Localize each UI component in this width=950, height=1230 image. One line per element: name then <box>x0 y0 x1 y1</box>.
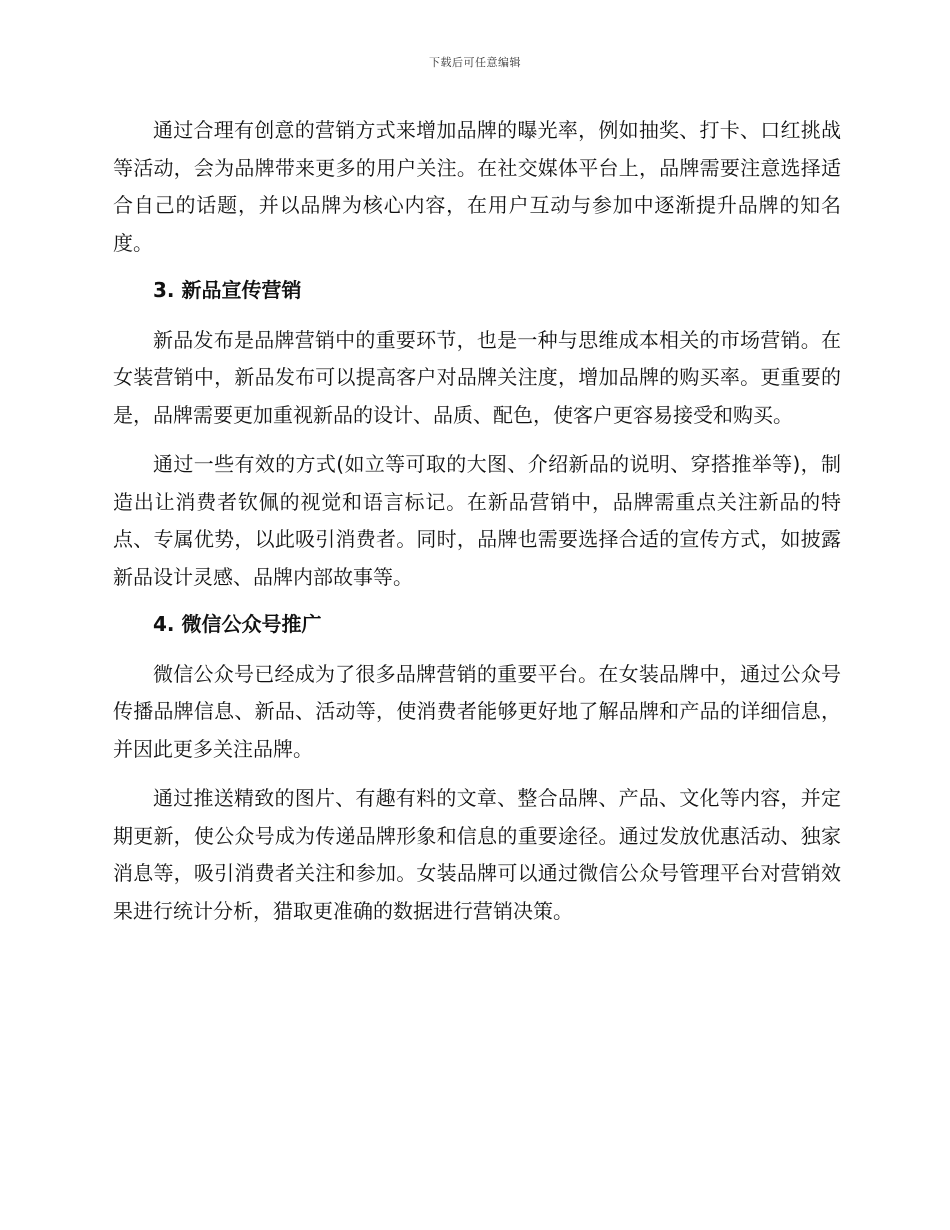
paragraph-3: 通过一些有效的方式(如立等可取的大图、介绍新品的说明、穿搭推举等)，制造出让消费者钦佩的视觉和语言标记。在新品营销中，品牌需重点关注新品的特点、专属优势，以此吸引消费者。同时，品牌也需要选择合适的宣传方式，如披露新品设计灵感、品牌内部故事等。 <box>113 452 841 589</box>
paragraph-4: 微信公众号已经成为了很多品牌营销的重要平台。在女装品牌中，通过公众号传播品牌信息、新品、活动等，使消费者能够更好地了解品牌和产品的详细信息，并因此更多关注品牌。 <box>113 661 841 761</box>
section-heading-4: 4. 微信公众号推广 <box>153 612 322 636</box>
paragraph-1: 通过合理有创意的营销方式来增加品牌的曝光率，例如抽奖、打卡、口红挑战等活动，会为品牌带来更多的用户关注。在社交媒体平台上，品牌需要注意选择适合自己的话题，并以品牌为核心内容，在用户互动与参加中逐渐提升品牌的知名度。 <box>113 118 841 255</box>
header-note: 下载后可任意编辑 <box>429 56 521 69</box>
section-heading-3: 3. 新品宣传营销 <box>153 278 302 302</box>
paragraph-5: 通过推送精致的图片、有趣有料的文章、整合品牌、产品、文化等内容，并定期更新，使公众号成为传递品牌形象和信息的重要途径。通过发放优惠活动、独家消息等，吸引消费者关注和参加。女装品牌可以通过微信公众号管理平台对营销效果进行统计分析，猎取更准确的数据进行营销决策。 <box>113 786 841 923</box>
paragraph-2: 新品发布是品牌营销中的重要环节，也是一种与思维成本相关的市场营销。在女装营销中，新品发布可以提高客户对品牌关注度，增加品牌的购买率。更重要的是，品牌需要更加重视新品的设计、品质、配色，使客户更容易接受和购买。 <box>113 327 841 427</box>
document-body <box>113 112 841 930</box>
